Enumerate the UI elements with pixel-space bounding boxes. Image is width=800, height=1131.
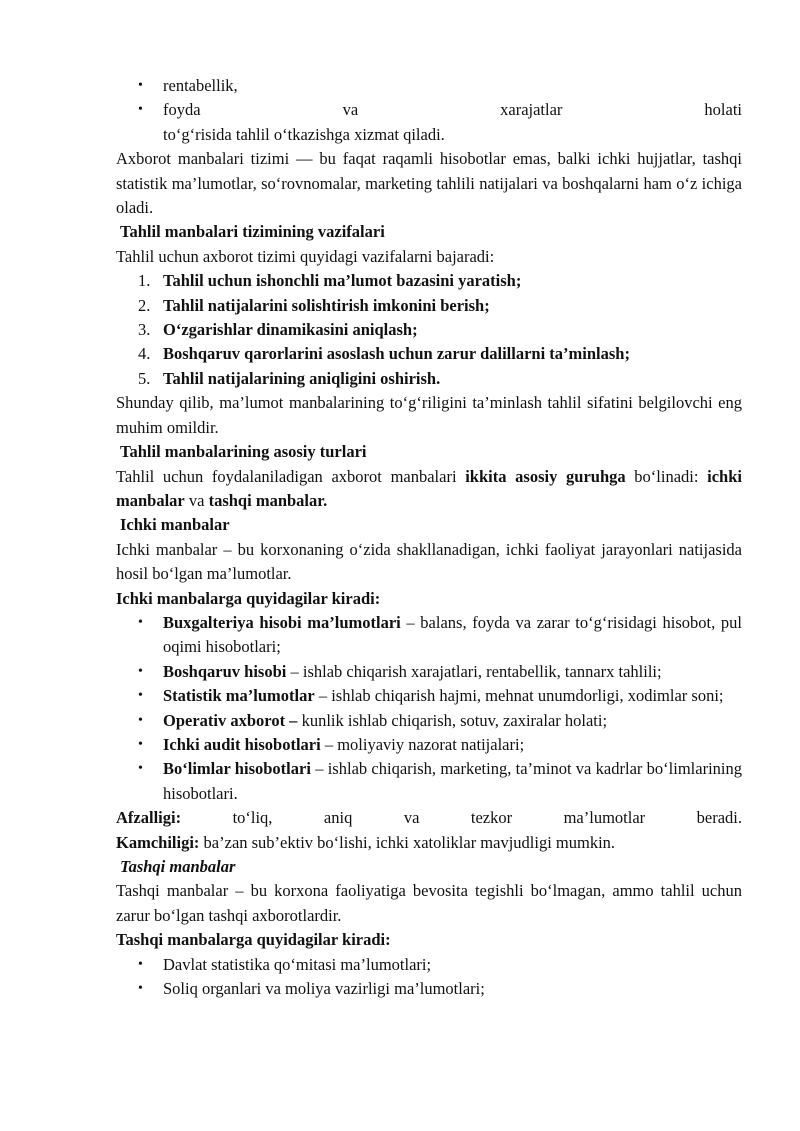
vazifalar-list <box>116 269 742 391</box>
heading-tashqi: Tashqi manbalar <box>120 857 236 876</box>
list-item <box>116 342 742 366</box>
text-run: bo‘linadi: <box>625 466 708 486</box>
text-run-bold: ikkita asosiy guruhga <box>465 466 626 486</box>
list-item-term: Bo‘limlar hisobotlari <box>163 759 311 779</box>
heading-ichki: Ichki manbalar <box>120 515 230 535</box>
list-number: 2. <box>138 295 151 315</box>
list-item-text: – ishlab chiqarish hajmi, mehnat unumdorligi, xodimlar soni; <box>314 686 724 706</box>
top-bullet-list <box>116 74 742 147</box>
afzalligi-line <box>116 806 742 830</box>
list-item: • Davlat statistika qo‘mitasi ma’lumotlari; <box>116 953 742 977</box>
list-item-term: Operativ axborot – <box>163 710 298 730</box>
paragraph-vazifalari-intro: Tahlil uchun axborot tizimi quyidagi vazifalarni bajaradi: <box>116 246 495 266</box>
list-number: 4. <box>138 344 151 364</box>
list-item-text: Tahlil natijalarining aniqligini oshirish. <box>163 368 441 388</box>
afzalligi-label: Afzalligi: <box>116 808 182 828</box>
list-item-term: Statistik ma’lumotlar <box>163 686 315 706</box>
list-item <box>116 318 742 342</box>
text-run: Tahlil uchun foydalaniladigan axborot manbalari <box>116 466 466 486</box>
afzalligi-text: to‘liq, aniq va tezkor ma’lumotlar beradi. <box>181 808 742 828</box>
list-item <box>116 611 742 660</box>
kamchiligi-text: ba’zan sub’ektiv bo‘lishi, ichki xatoliklar mavjudligi mumkin. <box>199 832 616 852</box>
heading-ichki-kiradi: Ichki manbalarga quyidagilar kiradi: <box>116 588 381 608</box>
paragraph-tashqi: Tashqi manbalar – bu korxona faoliyatiga bevosita tegishli bo‘lmagan, ammo tahlil uchun zarur bo‘lgan tashqi axborotlardir. <box>116 881 742 925</box>
list-item-text: kunlik ishlab chiqarish, sotuv, zaxiralar holati; <box>297 710 608 730</box>
list-item-text: – ishlab chiqarish, marketing, ta’minot va kadrlar bo‘limlarining hisobotlari. <box>163 759 742 803</box>
document-page <box>116 74 742 1001</box>
list-item-text: Tahlil uchun ishonchli ma’lumot bazasini yaratish; <box>163 271 522 291</box>
list-item <box>116 74 742 98</box>
kamchiligi-line <box>116 831 742 855</box>
paragraph-turlari <box>116 465 742 514</box>
list-item-text: rentabellik, <box>163 76 238 95</box>
heading-tashqi-kiradi: Tashqi manbalarga quyidagilar kiradi: <box>116 930 391 950</box>
list-item-term: Boshqaruv hisobi <box>163 661 287 681</box>
list-item <box>116 757 742 806</box>
list-item-text: – balans, foyda va zarar to‘g‘risidagi hisobot, pul oqimi hisobotlari; <box>163 612 742 657</box>
list-item-term: Ichki audit hisobotlari <box>163 734 321 754</box>
paragraph-axborot: Axborot manbalari tizimi — bu faqat raqamli hisobotlar emas, balki ichki hujjatlar, tashqi statistik ma’lumotlar, so‘rovnomalar, marketing tahlili natijalari va boshqalarni ham o‘z ichiga oladi. <box>116 149 742 218</box>
list-item <box>116 684 742 708</box>
list-item <box>116 294 742 318</box>
list-number: 5. <box>138 368 151 388</box>
list-item <box>116 660 742 684</box>
list-item-text: Boshqaruv qarorlarini asoslash uchun zarur dalillarni ta’minlash; <box>163 344 630 364</box>
list-item <box>116 709 742 733</box>
list-number: 1. <box>138 271 151 291</box>
list-item: • Soliq organlari va moliya vazirligi ma’lumotlari; <box>116 977 742 1001</box>
heading-turlari: Tahlil manbalarining asosiy turlari <box>120 442 367 462</box>
kamchiligi-label: Kamchiligi: <box>116 832 200 852</box>
list-item-text: Tahlil natijalarini solishtirish imkonini berish; <box>163 295 490 315</box>
list-item-term: Buxgalteriya hisobi ma’lumotlari <box>163 612 401 632</box>
list-item-text: – moliyaviy nazorat natijalari; <box>320 734 525 754</box>
list-item-text: O‘zgarishlar dinamikasini aniqlash; <box>163 320 418 340</box>
list-item <box>116 733 742 757</box>
tashqi-list <box>116 953 742 1002</box>
text-run-bold: tashqi manbalar. <box>208 490 328 510</box>
list-item-text: – ishlab chiqarish xarajatlari, rentabellik, tannarx tahlili; <box>286 661 662 681</box>
text-run-bold: ichki manbalar <box>116 466 742 510</box>
list-item <box>116 269 742 293</box>
ichki-list <box>116 611 742 806</box>
paragraph-ichki: Ichki manbalar – bu korxonaning o‘zida shakllanadigan, ichki faoliyat jarayonlari natijasida hosil bo‘lgan ma’lumotlar. <box>116 539 742 584</box>
list-number: 3. <box>138 320 151 340</box>
list-item <box>116 98 742 147</box>
paragraph-shunday: Shunday qilib, ma’lumot manbalarining to‘g‘riligini ta’minlash tahlil sifatini belgilovchi eng muhim omildir. <box>116 393 742 437</box>
text-run: va <box>184 490 209 510</box>
heading-vazifalari: Tahlil manbalari tizimining vazifalari <box>120 222 385 242</box>
list-item-line: to‘g‘risida tahlil o‘tkazishga xizmat qiladi. <box>163 124 445 144</box>
list-item-line: • foyda va xarajatlar holati <box>163 100 742 120</box>
list-item <box>116 367 742 391</box>
